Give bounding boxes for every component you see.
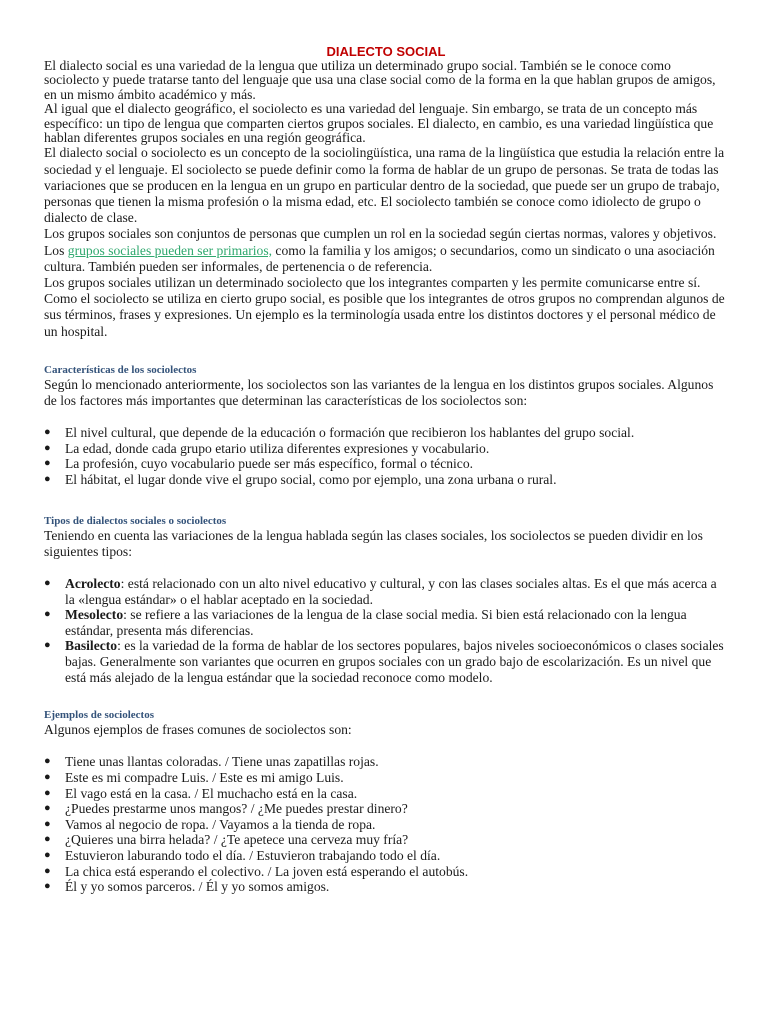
groups-paragraph-2: Los grupos sociales utilizan un determinado sociolecto que los integrantes comparten y les permite comunicarse entre sí. Como el sociolecto se utiliza en cierto grupo social, es posible que los integrantes de otros grupos no comprendan algunos de sus términos, frases y expresiones. Un ejemplo es la terminología usada entre los distintos doctores y el personal médico de un hospital. bbox=[44, 275, 725, 339]
bullet-icon: ● bbox=[44, 864, 51, 877]
characteristics-list bbox=[44, 425, 728, 487]
list-item: ● ¿Quieres una birra helada? / ¿Te apetece una cerveza muy fría? bbox=[44, 832, 409, 848]
bullet-icon: ● bbox=[44, 880, 51, 893]
examples-heading: Ejemplos de sociolectos bbox=[44, 709, 154, 722]
list-item: ● El vago está en la casa. / El muchacho está en la casa. bbox=[44, 785, 358, 801]
characteristics-intro: Según lo mencionado anteriormente, los sociolectos son las variantes de la lengua en los distintos grupos sociales. Algunos de los factores más importantes que determinan las características de los sociolectos son: bbox=[44, 376, 714, 409]
types-intro: Teniendo en cuenta las variaciones de la lengua hablada según las clases sociales, los sociolectos se pueden dividir en los siguientes tipos: bbox=[44, 527, 703, 559]
list-item: ● La profesión, cuyo vocabulario puede ser más específico, formal o técnico. bbox=[44, 456, 474, 472]
bullet-icon: ● bbox=[44, 817, 51, 830]
bullet-icon: ● bbox=[44, 639, 51, 652]
groups-link[interactable]: grupos sociales pueden ser primarios, bbox=[67, 242, 273, 258]
groups-paragraph bbox=[44, 226, 728, 275]
list-item: ● Acrolecto: está relacionado con un alto nivel educativo y cultural, y con las clases sociales altas. Es el que más acerca a la «lengua estándar» o el hablar aceptado en la sociedad. bbox=[44, 576, 717, 607]
bullet-icon: ● bbox=[44, 608, 51, 621]
examples-list bbox=[44, 754, 728, 894]
examples-intro: Algunos ejemplos de frases comunes de sociolectos son: bbox=[44, 722, 352, 738]
intro-paragraph-3: El dialecto social o sociolecto es un concepto de la sociolingüística, una rama de la lingüística que estudia la relación entre la sociedad y el lenguaje. El sociolecto se puede definir como la forma de hablar de un grupo de personas. Se trata de todas las variaciones que se producen en la lengua en un grupo en particular dentro de la sociedad, que puede ser un grupo de trabajo, personas que tienen la misma profesión o la misma edad, etc. El sociolecto también se conoce como idiolecto de grupo o dialecto de clase. bbox=[44, 145, 725, 226]
list-item: ● Vamos al negocio de ropa. / Vayamos a la tienda de ropa. bbox=[44, 816, 376, 832]
bullet-icon: ● bbox=[44, 755, 51, 768]
bullet-icon: ● bbox=[44, 786, 51, 799]
list-item: ● La chica está esperando el colectivo. / La joven está esperando el autobús. bbox=[44, 863, 469, 879]
bullet-icon: ● bbox=[44, 457, 51, 470]
bullet-icon: ● bbox=[44, 833, 51, 846]
page-title: DIALECTO SOCIAL bbox=[326, 44, 446, 59]
list-item: ● El nivel cultural, que depende de la educación o formación que recibieron los hablantes del grupo social. bbox=[44, 425, 635, 441]
groups-text-after: como la familia y los amigos; o secundarios, como un sindicato o una asociación cultura. También pueden ser informales, de pertenencia o de referencia. bbox=[44, 242, 715, 274]
list-item: ● El hábitat, el lugar donde vive el grupo social, como por ejemplo, una zona urbana o rural. bbox=[44, 472, 557, 488]
list-item: ● ¿Puedes prestarme unos mangos? / ¿Me puedes prestar dinero? bbox=[44, 801, 408, 817]
list-item: ● Este es mi compadre Luis. / Este es mi amigo Luis. bbox=[44, 770, 344, 786]
list-item: ● Mesolecto: se refiere a las variaciones de la lengua de la clase social media. Si bien está relacionado con la lengua estándar, presenta más diferencias. bbox=[44, 607, 687, 638]
bullet-icon: ● bbox=[44, 441, 51, 454]
characteristics-heading: Características de los sociolectos bbox=[44, 363, 197, 376]
types-heading: Tipos de dialectos sociales o sociolectos bbox=[44, 514, 227, 527]
bullet-icon: ● bbox=[44, 426, 51, 439]
list-item: ● Estuvieron laburando todo el día. / Estuvieron trabajando todo el día. bbox=[44, 847, 441, 863]
bullet-icon: ● bbox=[44, 473, 51, 486]
list-item: ● Basilecto: es la variedad de la forma de hablar de los sectores populares, bajos niveles socioeconómicos o clases sociales bajas. Generalmente son variantes que ocurren en grupos sociales con un grado bajo de escolarización. Es un nivel que está más alejado de la lengua estándar que la sociedad reconoce como modelo. bbox=[44, 638, 724, 685]
bullet-icon: ● bbox=[44, 771, 51, 784]
groups-text-before: Los grupos sociales son conjuntos de personas que cumplen un rol en la sociedad según ciertas normas, valores y objetivos. Los bbox=[44, 226, 717, 258]
intro-paragraph-2: Al igual que el dialecto geográfico, el sociolecto es una variedad del lenguaje. Sin embargo, se trata de un concepto más específico: un tipo de lengua que comparten ciertos grupos sociales. El dialecto, en cambio, es una variedad lingüística que hablan diferentes grupos sociales en una región geográfica. bbox=[44, 101, 714, 146]
types-list bbox=[44, 576, 728, 685]
list-item: ● La edad, donde cada grupo etario utiliza diferentes expresiones y vocabulario. bbox=[44, 440, 490, 456]
list-item: ● Él y yo somos parceros. / Él y yo somos amigos. bbox=[44, 879, 330, 895]
bullet-icon: ● bbox=[44, 848, 51, 861]
bullet-icon: ● bbox=[44, 577, 51, 590]
intro-paragraph-1: El dialecto social es una variedad de la lengua que utiliza un determinado grupo social. También se le conoce como sociolecto y puede tratarse tanto del lenguaje que usa una clase social como de la forma en la que hablan grupos de amigos, en un mismo ámbito académico y más. bbox=[44, 58, 716, 102]
bullet-icon: ● bbox=[44, 802, 51, 815]
list-item: ● Tiene unas llantas coloradas. / Tiene unas zapatillas rojas. bbox=[44, 754, 379, 770]
